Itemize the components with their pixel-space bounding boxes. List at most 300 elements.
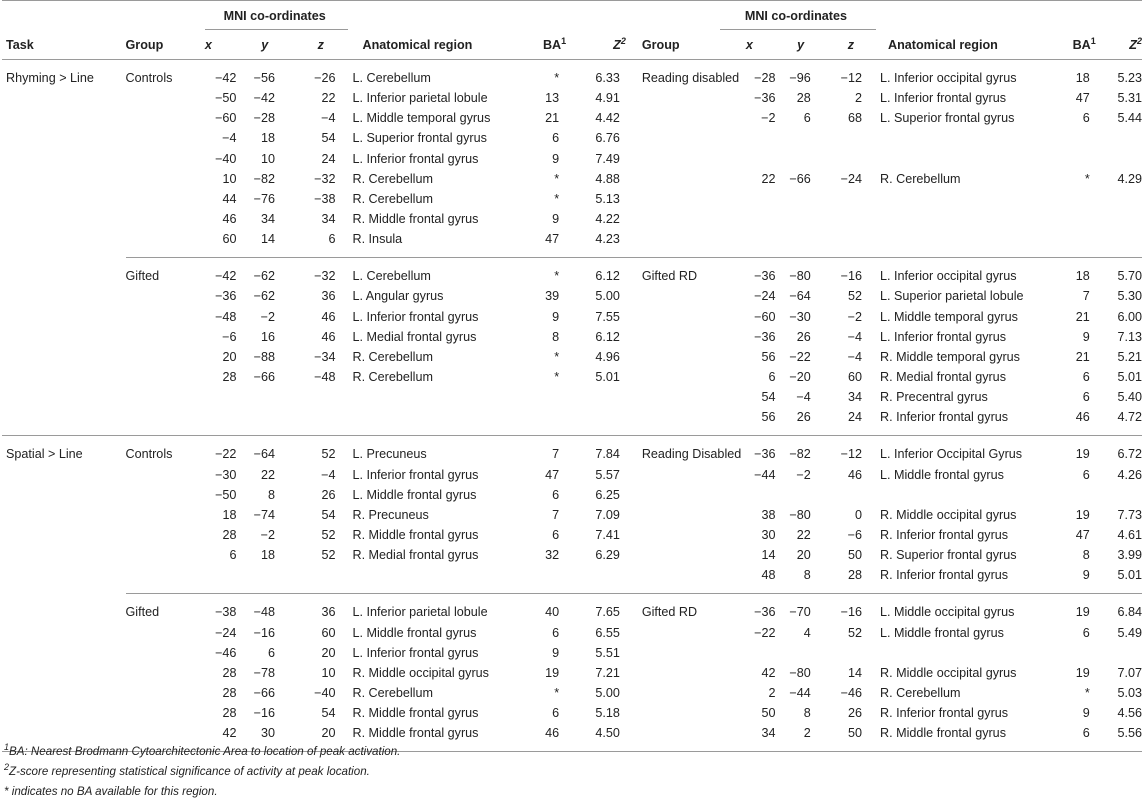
ba-cell-right: 8 [1082,548,1090,563]
y-cell-right: −4 [796,390,811,405]
z-score-cell: 5.00 [595,686,620,700]
y-cell-right: −2 [796,467,811,482]
z-cell: 34 [321,212,336,227]
x-cell: 28 [222,528,237,543]
z-score-column-header-right: $Z^2$ [1129,35,1142,52]
group-cell-right [626,387,716,407]
group-cell [126,525,201,545]
x-cell: −46 [215,645,237,660]
table-row [2,169,1142,189]
z-score-cell: 7.21 [595,665,620,680]
group-cell-right [626,209,716,229]
region-cell-right: L. Middle frontal gyrus [880,625,1004,640]
group-cell-right [626,663,716,683]
y-cell: −16 [253,706,275,721]
y-cell: −66 [253,686,275,700]
region-cell-right: L. Inferior occipital gyrus [880,71,1017,86]
y-cell-right: −66 [789,171,811,186]
region-cell: L. Precuneus [352,447,427,462]
z-score-cell-right: 7.07 [1117,665,1142,680]
y-cell-right [776,485,826,505]
z-cell-right [826,229,876,258]
z-cell-right: 50 [826,723,876,752]
z-cell: 52 [321,548,336,563]
x-cell: 10 [222,171,237,186]
ba-cell [539,387,566,407]
x-cell-right: 56 [761,349,776,364]
z-score-cell [566,407,626,436]
z-cell-right: −46 [840,686,862,700]
region-cell-right: L. Inferior occipital gyrus [880,269,1017,284]
group-cell-right [626,88,716,108]
z-cell: 10 [321,665,336,680]
x-cell-right [716,643,776,663]
z-cell: −32 [314,269,336,284]
y-cell: −2 [260,528,275,543]
z-cell-right: 50 [847,548,862,563]
group-cell: Controls [125,447,173,462]
task-cell [2,465,126,485]
region-cell: L. Cerebellum [352,269,431,284]
z-column-header-right: z [847,38,855,52]
ba-cell-right: 19 [1075,447,1090,462]
z-score-cell: 4.91 [595,91,620,106]
y-cell: −62 [253,289,275,304]
z-cell: 60 [321,625,336,640]
table-row [2,683,1142,703]
z-score-cell: 4.88 [595,171,620,186]
x-cell: −48 [215,309,237,324]
y-cell: 22 [260,467,275,482]
z-cell-right: 24 [826,407,876,436]
task-cell [2,683,126,703]
z-cell: 54 [321,507,336,522]
group-cell-right [626,525,716,545]
z-cell-right [826,485,876,505]
x-cell-right: 50 [761,706,776,721]
table-row [2,307,1142,327]
x-cell-right: 34 [716,723,776,752]
group-cell-right: Reading Disabled [641,447,742,462]
region-cell: L. Middle frontal gyrus [352,625,477,640]
y-cell: −48 [253,605,275,620]
region-cell-right: R. Inferior frontal gyrus [880,706,1009,721]
region-cell-right: R. Precentral gyrus [880,390,988,405]
z-cell: 36 [321,289,336,304]
region-cell: R. Middle frontal gyrus [352,706,479,721]
y-cell-right: 20 [796,548,811,563]
z-score-cell-right: 5.49 [1117,625,1142,640]
z-cell: −4 [321,111,336,126]
table-row [2,149,1142,169]
z-score-cell-right: 5.56 [1096,723,1142,752]
y-cell-right: −64 [789,289,811,304]
z-score-cell-right: 5.01 [1096,565,1142,594]
group-cell [126,347,201,367]
z-cell: 22 [321,91,336,106]
ba-cell-right: 19 [1075,507,1090,522]
group-cell-right: Reading disabled [641,71,740,86]
ba-cell: 6 [552,625,560,640]
task-cell [2,525,126,545]
table-row [2,407,1142,436]
task-cell [2,169,126,189]
region-cell-right [876,643,1069,663]
group-cell [126,387,201,407]
z-cell-right: 46 [847,467,862,482]
z-score-cell: 5.57 [595,467,620,482]
x-cell-right [716,149,776,169]
group-cell-right [626,465,716,485]
ba-cell: 40 [545,605,560,620]
region-cell-right: L. Middle temporal gyrus [880,309,1018,324]
task-cell [2,387,126,407]
table-row [2,387,1142,407]
z-score-cell-right: 6.84 [1117,605,1142,620]
region-column-header-right: Anatomical region [888,38,998,52]
task-cell: Spatial > Line [6,447,83,462]
x-cell-right: 22 [761,171,776,186]
region-cell-right: R. Middle frontal gyrus [876,723,1069,752]
region-cell-right: R. Inferior frontal gyrus [876,407,1069,436]
y-cell-right: −22 [789,349,811,364]
x-cell-right [716,229,776,258]
y-cell-right: 8 [803,706,811,721]
ba-cell: * [554,191,560,206]
region-cell: L. Inferior frontal gyrus [352,645,479,660]
group-cell [126,623,201,643]
z-score-cell-right: 3.99 [1117,548,1142,563]
z-score-cell: 6.33 [595,71,620,86]
x-cell-right: 30 [761,528,776,543]
footnote-z: $^2$Z-score representing statistical significance of activity at peak location. [4,762,370,778]
z-score-cell: 7.09 [595,507,620,522]
ba-cell-right: 21 [1075,349,1090,364]
z-cell-right: 52 [847,625,862,640]
y-cell: −56 [253,71,275,86]
ba-cell: 8 [552,329,560,344]
table-row [2,565,1142,594]
y-cell-right: −96 [789,71,811,86]
z-score-cell-right: 5.44 [1117,111,1142,126]
table-row [2,108,1142,128]
y-cell: −74 [253,507,275,522]
z-cell: −26 [314,71,336,86]
group-cell [126,505,201,525]
y-cell-right: −30 [789,309,811,324]
x-cell: −50 [215,91,237,106]
ba-column-header-right: $BA^1$ [1072,35,1096,52]
y-cell: −42 [253,91,275,106]
group-cell-right [626,723,716,752]
group-cell [126,643,201,663]
z-score-cell: 7.49 [595,151,620,166]
region-column-header: Anatomical region [362,38,473,52]
z-score-cell-right [1096,128,1142,148]
x-cell-right: −24 [754,289,776,304]
z-score-cell-right: 5.70 [1117,269,1142,284]
z-cell-right: −4 [847,329,862,344]
z-cell-right: 28 [826,565,876,594]
x-cell [201,565,237,594]
x-cell: −22 [215,447,237,462]
footnote-asterisk: * indicates no BA available for this region. [4,785,218,798]
results-table [2,0,1142,752]
ba-cell: * [554,171,560,186]
task-cell [2,327,126,347]
ba-column-header: $BA^1$ [542,35,567,52]
group-cell-right [626,169,716,189]
y-cell: −82 [253,171,275,186]
region-cell: R. Middle frontal gyrus [352,212,479,227]
y-cell: 8 [267,487,275,502]
z-score-cell: 6.76 [595,131,620,146]
x-cell: −50 [215,487,237,502]
region-cell: L. Inferior frontal gyrus [352,151,479,166]
task-cell [2,307,126,327]
ba-cell: 47 [545,467,560,482]
y-cell-right [776,128,826,148]
table-row [2,643,1142,663]
x-column-header: x [204,38,212,52]
ba-cell-right: 21 [1075,309,1090,324]
ba-cell-right [1069,189,1096,209]
ba-cell-right: 9 [1069,565,1096,594]
ba-cell: 7 [552,507,560,522]
z-score-cell [566,387,626,407]
z-score-cell-right [1096,149,1142,169]
y-cell-right: 26 [776,407,826,436]
table-row [2,436,1142,465]
group-cell-right [626,367,716,387]
x-cell: −42 [215,269,237,284]
y-cell-right [776,209,826,229]
group-column-header: Group [125,38,164,52]
x-cell-right: 48 [716,565,776,594]
z-score-cell-right: 5.23 [1117,71,1142,86]
table-row [2,189,1142,209]
table-row [2,229,1142,258]
group-cell-right [626,327,716,347]
table-row [2,88,1142,108]
ba-cell: 6 [552,706,560,721]
y-cell-right: −44 [789,686,811,700]
region-cell-right [876,128,1069,148]
z-score-cell [566,565,626,594]
region-cell-right: L. Superior parietal lobule [880,289,1024,304]
z-cell-right: 2 [854,91,862,106]
ba-cell-right: 6 [1069,723,1096,752]
z-score-cell: 6.55 [595,625,620,640]
group-cell [126,149,201,169]
ba-cell-right [1069,643,1096,663]
region-cell: R. Cerebellum [352,171,433,186]
z-cell-right: 26 [847,706,862,721]
ba-cell: 9 [552,212,560,227]
region-cell [348,387,539,407]
x-cell-right: 42 [761,665,776,680]
task-cell [2,229,126,258]
ba-cell-right: 19 [1075,665,1090,680]
task-cell [2,565,126,594]
y-cell: 30 [236,723,293,752]
ba-cell-right: 19 [1075,605,1090,620]
y-cell [236,407,293,436]
z-cell: 52 [321,447,336,462]
x-cell: −40 [215,151,237,166]
y-cell: 6 [267,645,275,660]
region-cell-right: L. Middle occipital gyrus [880,605,1015,620]
table-row [2,367,1142,387]
x-cell: −4 [222,131,237,146]
region-cell: R. Insula [348,229,539,258]
y-cell: 34 [260,212,275,227]
task-cell [2,643,126,663]
z-score-cell-right: 4.61 [1117,528,1142,543]
group-cell-right [626,229,716,258]
y-cell: −78 [253,665,275,680]
z-cell-right: 68 [847,111,862,126]
ba-cell: 47 [539,229,566,258]
ba-cell-right: 6 [1082,625,1090,640]
group-cell-right [626,545,716,565]
region-cell-right: R. Medial frontal gyrus [880,370,1006,385]
region-cell: L. Inferior parietal lobule [352,91,488,106]
z-score-cell-right [1096,485,1142,505]
z-score-column-header: $Z^2$ [613,35,626,52]
region-cell-right [876,189,1069,209]
ba-cell: * [554,349,560,364]
z-score-cell-right [1096,209,1142,229]
y-column-header: y [261,38,269,52]
y-cell: 16 [260,329,275,344]
task-cell [2,108,126,128]
z-cell-right: −12 [840,447,862,462]
z-cell [293,387,349,407]
ba-cell-right: 46 [1069,407,1096,436]
z-score-cell: 6.25 [595,487,620,502]
z-cell-right: −16 [840,605,862,620]
ba-cell-right [1069,209,1096,229]
group-cell [126,703,201,723]
ba-cell-right: 47 [1075,528,1090,543]
x-cell: 42 [201,723,237,752]
ba-cell-right [1069,149,1096,169]
region-cell-right: L. Inferior frontal gyrus [880,329,1006,344]
z-score-cell: 7.55 [595,309,620,324]
region-cell: L. Cerebellum [352,71,431,86]
group-cell-right [626,128,716,148]
region-cell-right [876,485,1069,505]
table-row [2,258,1142,287]
x-cell: 18 [222,507,237,522]
task-cell [2,88,126,108]
region-cell: L. Middle temporal gyrus [352,111,491,126]
z-cell-right [826,189,876,209]
y-cell: −88 [253,349,275,364]
z-score-cell: 4.42 [595,111,620,126]
ba-cell-right [1069,485,1096,505]
region-cell: L. Inferior frontal gyrus [352,309,479,324]
z-score-cell-right: 4.56 [1117,706,1142,721]
x-cell: 46 [222,212,237,227]
z-cell: −38 [314,191,336,206]
group-cell: Gifted [125,269,160,284]
task-cell [2,407,126,436]
table-row [2,545,1142,565]
table-row [2,594,1142,623]
group-cell [126,683,201,703]
z-score-cell-right: 6.00 [1117,309,1142,324]
y-cell-right: −80 [789,269,811,284]
z-score-cell-right: 4.72 [1096,407,1142,436]
y-cell-right: −70 [789,605,811,620]
z-cell: −40 [314,686,336,700]
z-score-cell-right: 4.29 [1117,171,1142,186]
region-cell: R. Medial frontal gyrus [352,548,479,563]
ba-cell: 6 [552,131,560,146]
z-column-header: z [317,38,324,52]
x-cell [201,407,237,436]
y-cell-right: −80 [789,665,811,680]
ba-cell: * [554,269,560,284]
task-cell: Rhyming > Line [6,71,94,86]
z-cell: −48 [314,370,336,385]
task-cell [2,485,126,505]
z-cell: 20 [293,723,349,752]
region-cell [348,565,539,594]
group-cell-right [626,623,716,643]
region-cell-right [876,149,1069,169]
ba-cell-right: 18 [1075,71,1090,86]
x-cell: 28 [222,665,237,680]
y-cell-right: −82 [789,447,811,462]
group-cell [126,169,201,189]
x-cell: −30 [215,467,237,482]
y-cell-right [776,189,826,209]
ba-cell-right: 6 [1082,370,1090,385]
region-cell: R. Precuneus [352,507,429,522]
z-cell-right: 14 [847,665,862,680]
x-cell-right: 54 [761,390,776,405]
z-score-cell: 5.18 [595,706,620,721]
ba-cell: * [554,370,560,385]
x-cell-right: −60 [754,309,776,324]
ba-cell [539,407,566,436]
z-cell: 46 [321,309,336,324]
z-cell-right: 0 [854,507,862,522]
x-cell-right: −2 [761,111,776,126]
region-cell-right: R. Superior frontal gyrus [880,548,1017,563]
table-body [2,60,1142,752]
ba-cell-right: 9 [1082,329,1090,344]
region-cell-right: R. Inferior frontal gyrus [880,528,1009,543]
x-cell-right: 38 [761,507,776,522]
task-cell [2,258,126,287]
group-cell [126,565,201,594]
group-cell-right: Gifted RD [641,269,698,284]
group-cell [126,545,201,565]
x-cell-right: 56 [716,407,776,436]
z-cell: 52 [321,528,336,543]
x-cell-right: −36 [754,605,776,620]
task-cell [2,594,126,623]
ba-cell: 9 [552,309,560,324]
x-cell-right: −36 [754,269,776,284]
group-cell [126,407,201,436]
x-cell-right: −44 [754,467,776,482]
table-row [2,60,1142,89]
